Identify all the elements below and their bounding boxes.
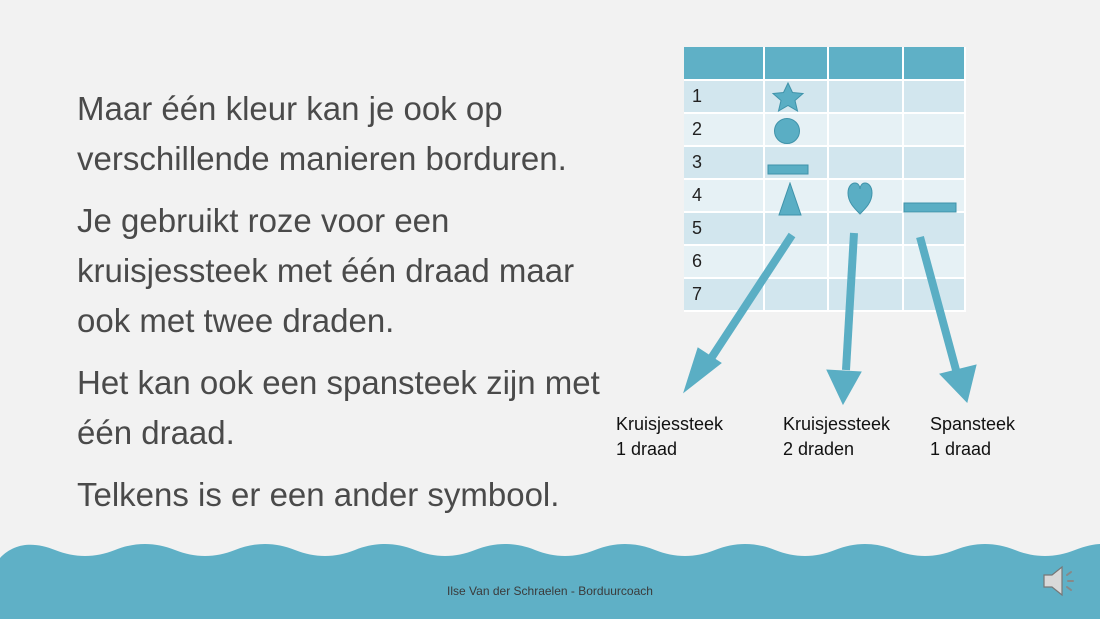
label-name: Spansteek xyxy=(930,414,1016,434)
row-number: 7 xyxy=(684,279,765,312)
speaker-icon[interactable] xyxy=(1040,563,1080,599)
arrow-2-head xyxy=(827,370,861,404)
grid-row xyxy=(684,147,966,180)
label-kruisjessteek-2 xyxy=(783,412,890,462)
bar-icon xyxy=(767,164,809,176)
long-bar-icon xyxy=(903,202,957,214)
paragraph-1: Maar één kleur kan je ook op verschillende manieren borduren. xyxy=(77,90,567,177)
footer-text: Ilse Van der Schraelen - Borduurcoach xyxy=(447,584,653,598)
label-detail: 1 draad xyxy=(930,439,992,459)
heart-icon xyxy=(846,182,874,216)
slide-text xyxy=(77,84,617,532)
star-icon xyxy=(768,82,808,112)
arrow-1-line xyxy=(710,235,792,360)
label-spansteek xyxy=(930,412,1015,462)
row-number: 5 xyxy=(684,213,765,246)
label-detail: 1 draad xyxy=(616,439,678,459)
row-number: 1 xyxy=(684,81,765,114)
label-name: Kruisjessteek xyxy=(616,414,724,434)
arrow-3-head xyxy=(940,365,976,402)
circle-icon xyxy=(772,116,802,146)
row-number: 3 xyxy=(684,147,765,180)
triangle-icon xyxy=(777,182,803,216)
label-kruisjessteek-1 xyxy=(616,412,723,462)
row-number: 6 xyxy=(684,246,765,279)
wave-background xyxy=(0,530,1100,619)
row-number: 4 xyxy=(684,180,765,213)
paragraph-2: Je gebruikt roze voor een kruisjessteek met één draad maar ook met twee draden. xyxy=(77,202,575,339)
grid-header-row xyxy=(684,47,966,81)
arrow-2-line xyxy=(846,233,854,370)
paragraph-4: Telkens is er een ander symbool. xyxy=(77,476,560,513)
arrows xyxy=(600,220,1020,420)
label-name: Kruisjessteek xyxy=(783,414,891,434)
paragraph-3: Het kan ook een spansteek zijn met één draad. xyxy=(77,364,600,451)
label-detail: 2 draden xyxy=(783,439,855,459)
grid-row xyxy=(684,81,966,114)
grid-row xyxy=(684,114,966,147)
arrow-3-line xyxy=(920,237,956,370)
row-number: 2 xyxy=(684,114,765,147)
